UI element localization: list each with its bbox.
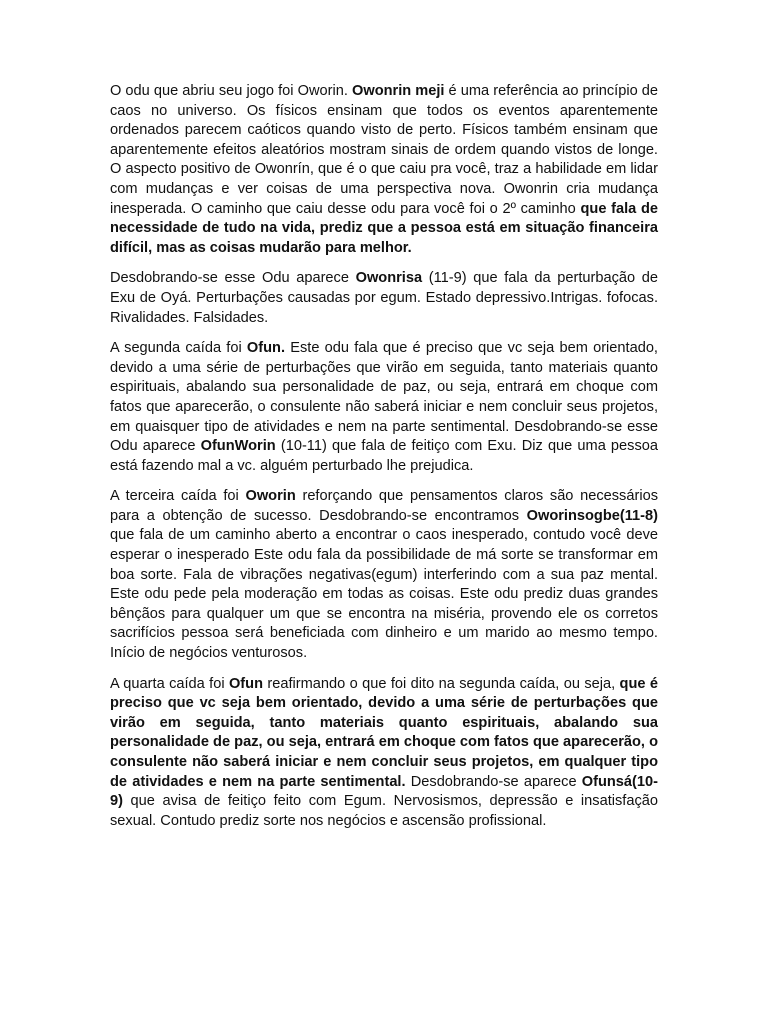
paragraph-5: [110, 675, 658, 832]
text-run: A terceira caída foi: [110, 488, 246, 505]
text-run-bold: Owonrin meji: [352, 83, 445, 99]
document-body: [110, 82, 658, 842]
text-run: é uma referência ao princípio de caos no universo. Os físicos ensinam que todos os eventos aparentemente ordenados parecem caóticos quando visto de perto. Físicos também ensinam que aparentemente efeitos aleatórios mostram sinais de ordem quando vistos de longe. O aspecto positivo de Owonrín, que é o que caiu pra você, traz a habilidade em lidar com mudanças e ver coisas de uma perspectiva nova. Owonrin cria mudança inesperada. O caminho que caiu desse odu para você foi o 2º caminho: [110, 83, 658, 217]
text-run-bold: Ofun: [228, 675, 263, 692]
text-run: que fala de um caminho aberto a encontrar o caos inesperado, contudo você deve esperar o inesperado Este odu fala da possibilidade de má sorte se transformar em boa sorte. Fala de vibrações negativas(egum) interferindo com a sua paz mental. Este odu pede pela moderação em todas as coisas. Este odu prediz duas grandes bênçãos para qualquer um que se encontra na miséria, provendo ele os corretos sacrifícios pessoa será beneficiada com dinheiro e um marido ao mesmo tempo. Início de negócios venturosos.: [110, 527, 658, 662]
text-run: que avisa de feitiço feito com Egum. Nervosismos, depressão e insatisfação sexual. Contudo prediz sorte nos negócios e ascensão profissional.: [110, 793, 658, 829]
text-run: A segunda caída foi: [110, 340, 247, 357]
text-run: (10-11) que fala de feitiço com Exu. Diz que uma pessoa está fazendo mal a vc. alguém perturbado lhe prejudica.: [110, 438, 658, 474]
text-run-bold: OfunWorin: [200, 438, 276, 455]
text-run-bold: Oworin: [245, 488, 296, 505]
text-run-bold: Oworinsogbe(11-8): [526, 507, 658, 524]
text-run-bold: Ofunsá(10-9): [110, 773, 658, 810]
text-run-bold: que fala de necessidade de tudo na vida, prediz que a pessoa está em situação financeira difícil, mas as coisas mudarão para melhor.: [110, 200, 659, 256]
text-run: A quarta caída foi: [110, 675, 229, 692]
text-run-bold: Ofun.: [246, 340, 286, 357]
text-run-bold: que é preciso que vc seja bem orientado, devido a uma série de perturbações que virão em seguida, tanto materiais quanto espirituais, abalando sua personalidade de paz, ou seja, entrará em choque com fatos que aparecerão, o consulente não saberá iniciar e nem concluir seus projetos, em qualquer tipo de atividades e nem na parte sentimental.: [110, 675, 658, 790]
text-run: O odu que abriu seu jogo foi Oworin.: [110, 83, 352, 99]
text-run: (11-9) que fala da perturbação de Exu de Oyá. Perturbações causadas por egum. Estado depressivo.Intrigas. fofocas. Rivalidades. Falsidades.: [110, 270, 658, 326]
text-run: Desdobrando-se aparece: [405, 773, 582, 790]
text-run: reafirmando o que foi dito na segunda caída, ou seja,: [263, 675, 620, 692]
paragraph-4: [110, 487, 658, 663]
paragraph-1: [110, 82, 658, 258]
text-run: Este odu fala que é preciso que vc seja bem orientado, devido a uma série de perturbações que virão em seguida, tanto materiais quanto espirituais, abalando sua personalidade de paz, ou seja, entrará em choque com fatos que aparecerão, o consulente não saberá iniciar e nem concluir seus projetos, em quaisquer tipo de atividades e nem na parte sentimental. Desdobrando-se esse Odu aparece: [110, 340, 658, 455]
text-run-bold: Owonrisa: [355, 270, 423, 287]
paragraph-3: [110, 339, 658, 476]
paragraph-2: [110, 269, 658, 328]
text-run: reforçando que pensamentos claros são necessários para a obtenção de sucesso. Desdobrando-se encontramos: [110, 488, 658, 524]
text-run: Desdobrando-se esse Odu aparece: [110, 270, 356, 287]
